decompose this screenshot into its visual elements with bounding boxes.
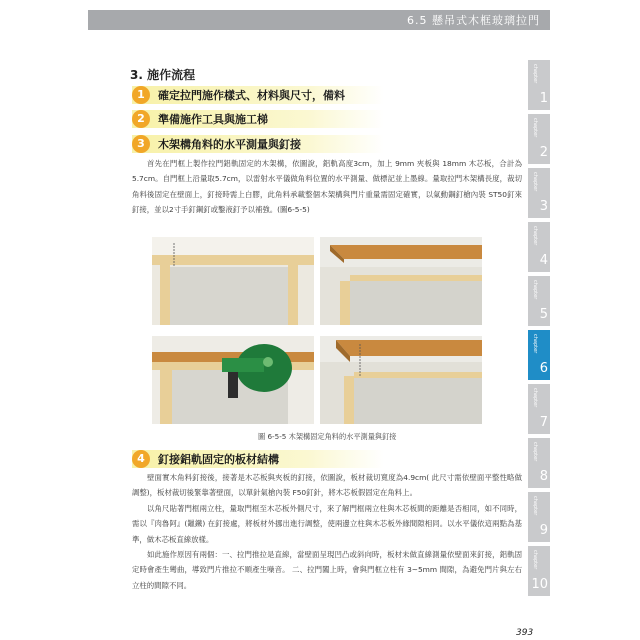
chapter-tab-label: chapter bbox=[532, 226, 538, 246]
chapter-tab-9[interactable] bbox=[528, 492, 550, 544]
step-3 bbox=[132, 135, 384, 153]
chapter-tab-7[interactable] bbox=[528, 384, 550, 436]
step-1 bbox=[132, 86, 384, 104]
chapter-tab-number: 2 bbox=[539, 145, 548, 160]
page-number: 393 bbox=[516, 628, 534, 638]
header-bar bbox=[88, 10, 550, 30]
chapter-tab-label: chapter bbox=[532, 118, 538, 138]
photo-batten-fixed bbox=[320, 237, 482, 325]
chapter-tab-number: 10 bbox=[531, 577, 548, 592]
step-number-badge: 3 bbox=[132, 135, 150, 153]
paragraph: 如此施作原因有兩個：一、拉門推拉是直線，當壁面呈現凹凸或斜向時，板材未做直線測量依壁面來釘接，鋁軌固定時會產生彎曲，導致門片推拉不順產生噪音。 二、拉門闔上時，會與門框立柱有 3~5mm 間隙，為避免門片與左右立柱的間隙不同。 bbox=[132, 550, 522, 590]
chapter-tab-label: chapter bbox=[532, 280, 538, 300]
chapter-tab-number: 6 bbox=[539, 361, 548, 376]
header-title: 6.5 懸吊式木框玻璃拉門 bbox=[407, 14, 540, 27]
paragraph-block-1 bbox=[132, 156, 522, 218]
chapter-tab-number: 7 bbox=[539, 415, 548, 430]
paragraph: 以角尺貼著門框兩立柱，量取門框至木芯板外側尺寸，來了解門框兩立柱與木芯板間的距離是否相同，如不同時，需以『肉魯阿』(鑞鐵) 在釘接處，將板材外挪出進行調整，使兩邊立柱與木芯板外緣間隙相同。以水平儀依這兩點為基準，做木芯板直線放樣。 bbox=[132, 503, 522, 544]
chapter-tab-number: 8 bbox=[539, 469, 548, 484]
section-title: 3. 施作流程 bbox=[130, 68, 196, 82]
chapter-tab-number: 5 bbox=[539, 307, 548, 322]
chapter-tab-2[interactable] bbox=[528, 114, 550, 166]
step-number-badge: 1 bbox=[132, 86, 150, 104]
step-number-badge: 4 bbox=[132, 450, 150, 468]
photo-nail-gun bbox=[152, 336, 314, 424]
chapter-tab-number: 3 bbox=[539, 199, 548, 214]
chapter-tab-10[interactable] bbox=[528, 546, 550, 598]
chapter-tab-number: 9 bbox=[539, 523, 548, 538]
chapter-tab-6[interactable] bbox=[528, 330, 550, 382]
chapter-tab-label: chapter bbox=[532, 334, 538, 354]
chapter-tab-label: chapter bbox=[532, 496, 538, 516]
step-4 bbox=[132, 450, 384, 468]
chapter-tab-3[interactable] bbox=[528, 168, 550, 220]
step-label: 準備施作工具與施工梯 bbox=[158, 113, 268, 126]
chapter-tab-label: chapter bbox=[532, 64, 538, 84]
paragraph: 壁面實木角料釘接後，接著是木芯板與夾板的釘接，依圖說，板材裁切寬度為4.9cm( 此尺寸需依壁面平整性略做調整)，板材裁切後緊靠著壁面，以單針氣槍內裝 F50釘針，將木芯板假固定在角料上。 bbox=[132, 473, 522, 498]
step-2 bbox=[132, 110, 384, 128]
chapter-tab-4[interactable] bbox=[528, 222, 550, 274]
photo-batten-installed bbox=[320, 336, 482, 424]
chapter-tab-8[interactable] bbox=[528, 438, 550, 490]
chapter-tab-label: chapter bbox=[532, 172, 538, 192]
step-label: 木架構角料的水平測量與釘接 bbox=[158, 138, 301, 151]
step-number-badge: 2 bbox=[132, 110, 150, 128]
paragraph-block-2 bbox=[132, 470, 522, 593]
chapter-tab-number: 4 bbox=[539, 253, 548, 268]
chapter-tab-label: chapter bbox=[532, 442, 538, 462]
chapter-tab-1[interactable] bbox=[528, 60, 550, 112]
chapter-tab-label: chapter bbox=[532, 388, 538, 408]
chapter-tab-label: chapter bbox=[532, 550, 538, 570]
paragraph: 首先在門框上製作拉門鋁軌固定的木架構，依圖說，鋁軌高度3cm，加上 9mm 夾板與 18mm 木芯板，合計為5.7cm。自門框上沿量取5.7cm，以雷射水平儀做角料位置的水平測量、做標記並上墨線。量取拉門木架構長度，裁切角料後固定在壁面上，釘接時需上白膠，此角料承載整個木架構與門片重量需固定確實，以氣動鋼釘槍內裝 ST50釘來釘接，並以2寸手釘鋼釘或鑿液釘予以補強。(圖6-5-5) bbox=[132, 159, 522, 215]
step-label: 確定拉門施作樣式、材料與尺寸，備料 bbox=[158, 89, 345, 102]
step-label: 釘接鋁軌固定的板材結構 bbox=[158, 453, 279, 466]
chapter-tab-number: 1 bbox=[539, 91, 548, 106]
photo-frame-measurement bbox=[152, 237, 314, 325]
chapter-tab-5[interactable] bbox=[528, 276, 550, 328]
figure-caption: 圖 6-5-5 木架構固定角料的水平測量與釘接 bbox=[258, 432, 397, 441]
